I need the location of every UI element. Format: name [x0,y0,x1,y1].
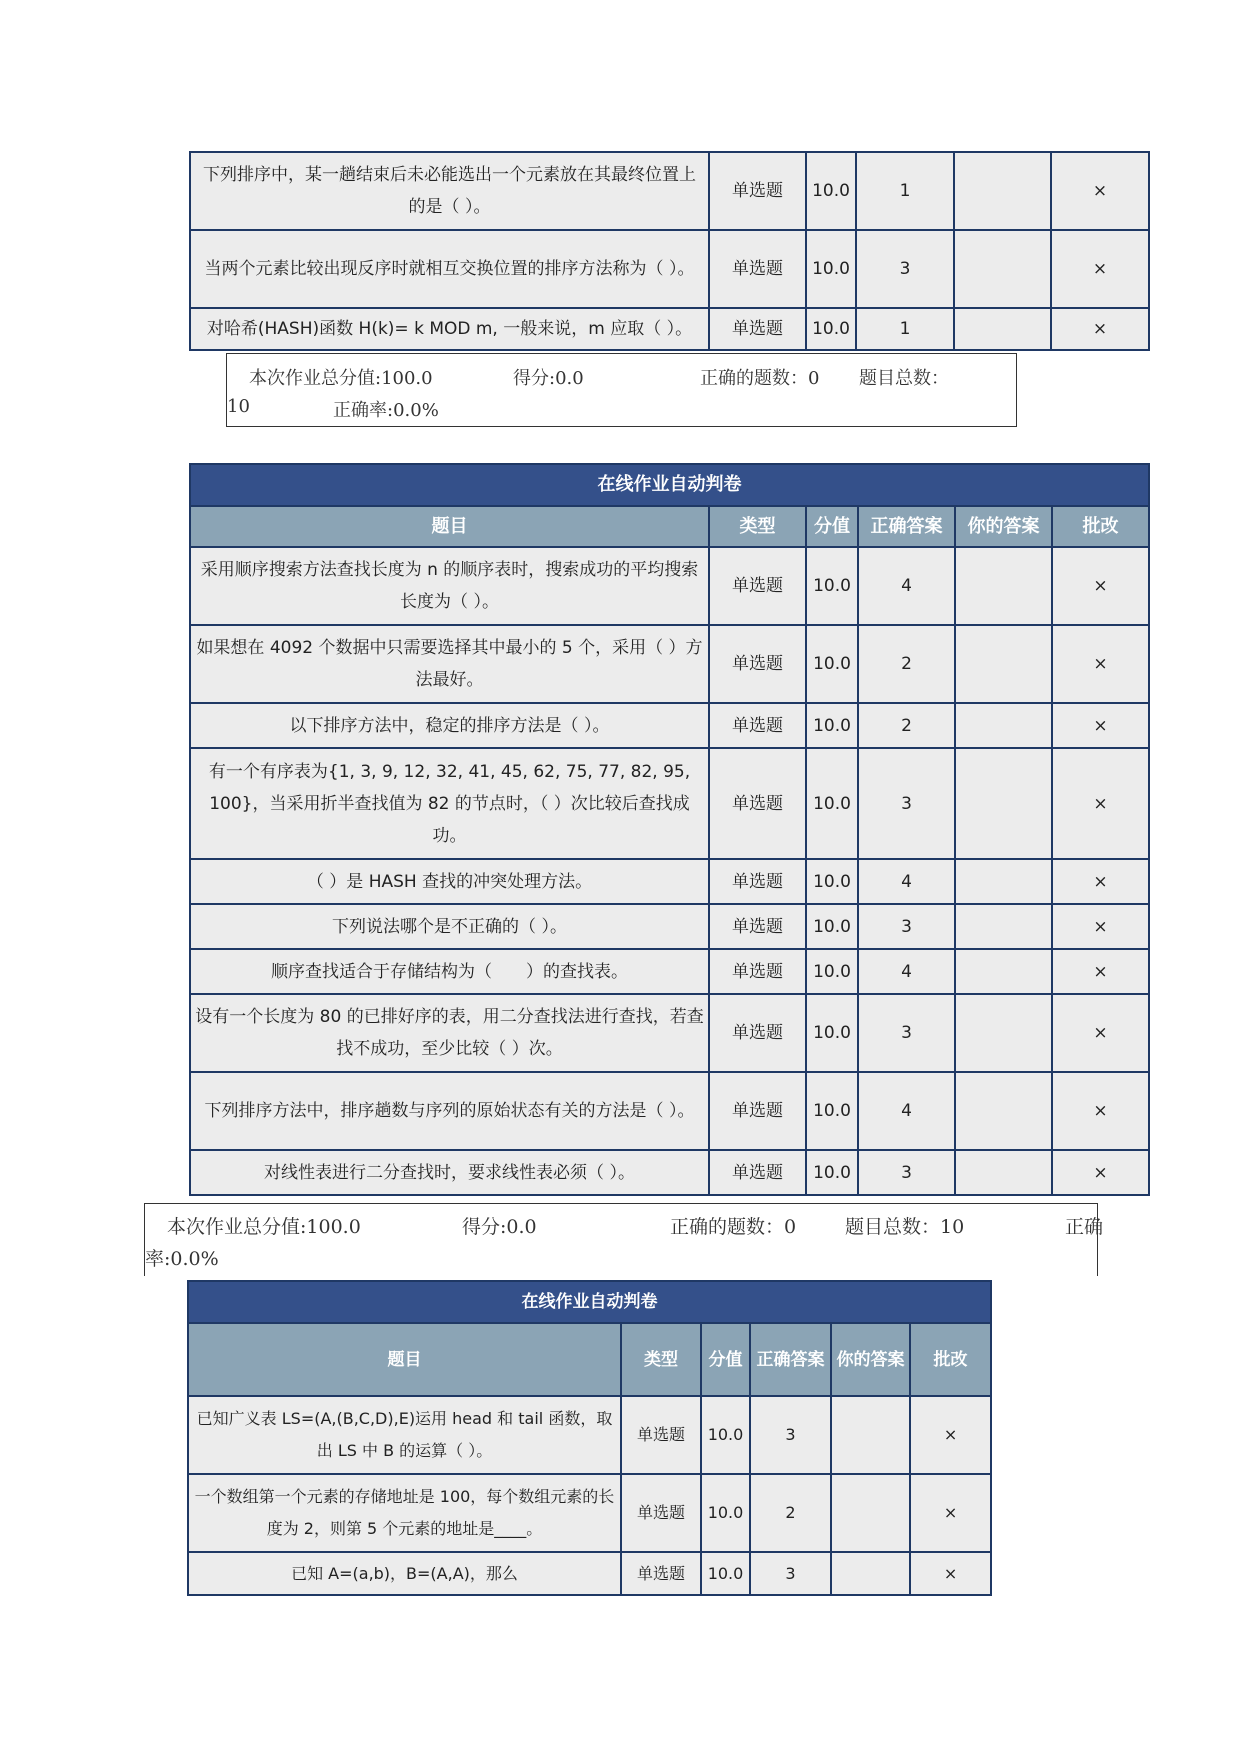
correct-answer-cell: 1 [856,152,954,230]
mark-cell: × [1052,748,1149,859]
mark-cell: × [910,1552,991,1595]
grading-table-3 [187,1280,992,1596]
table-row [190,859,1149,904]
summary-correct-count: 正确的题数：0 [670,1216,797,1238]
type-cell: 单选题 [709,1150,806,1195]
score-cell: 10.0 [806,547,858,625]
type-cell: 单选题 [709,994,806,1072]
mark-cell: × [1052,703,1149,748]
mark-cell: × [1052,994,1149,1072]
summary-count: 题目总数：10 [845,1216,965,1238]
correct-answer-cell: 4 [858,547,955,625]
type-cell: 单选题 [709,1072,806,1150]
summary-box-2 [144,1203,1104,1276]
header-correct-answer: 正确答案 [750,1323,831,1396]
header-type: 类型 [709,506,806,547]
question-cell: 下列排序中，某一趟结束后未必能选出一个元素放在其最终位置上的是（ ）。 [190,152,709,230]
table-row [190,625,1149,703]
type-cell: 单选题 [709,949,806,994]
type-cell: 单选题 [621,1396,701,1474]
type-cell: 单选题 [709,308,806,350]
table-row [190,1072,1149,1150]
question-cell: 已知广义表 LS=(A,(B,C,D),E)运用 head 和 tail 函数，取出 LS 中 B 的运算（ ）。 [188,1396,621,1474]
your-answer-cell [955,904,1052,949]
table-2-title: 在线作业自动判卷 [190,464,1149,506]
your-answer-cell [955,748,1052,859]
correct-answer-cell: 3 [858,1150,955,1195]
table-row [188,1552,991,1595]
question-cell: 设有一个长度为 80 的已排好序的表，用二分查找法进行查找，若查找不成功，至少比较（ ）次。 [190,994,709,1072]
header-question: 题目 [188,1323,621,1396]
question-cell: 采用顺序搜索方法查找长度为 n 的顺序表时，搜索成功的平均搜索长度为（ ）。 [190,547,709,625]
mark-cell: × [1052,547,1149,625]
score-cell: 10.0 [806,1150,858,1195]
question-cell: 一个数组第一个元素的存储地址是 100，每个数组元素的长度为 2，则第 5 个元素的地址是____。 [188,1474,621,1552]
score-cell: 10.0 [806,625,858,703]
table-row [190,152,1149,230]
summary-rate: 正确率:0.0% [333,400,439,421]
summary-score: 得分:0.0 [513,368,584,389]
mark-cell: × [910,1474,991,1552]
type-cell: 单选题 [621,1552,701,1595]
table-row [190,1150,1149,1195]
your-answer-cell [955,703,1052,748]
score-cell: 10.0 [806,994,858,1072]
your-answer-cell [955,859,1052,904]
question-cell: （ ）是 HASH 查找的冲突处理方法。 [190,859,709,904]
summary-rate-part-b: 率:0.0% [145,1248,219,1270]
your-answer-cell [954,230,1051,308]
summary-count-value: 10 [227,396,250,417]
mark-cell: × [1052,1150,1149,1195]
table-row [190,703,1149,748]
question-cell: 已知 A=(a,b)，B=(A,A)，那么 [188,1552,621,1595]
mark-cell: × [1052,949,1149,994]
your-answer-cell [955,1150,1052,1195]
table-3-body [188,1281,991,1595]
score-cell: 10.0 [806,904,858,949]
score-cell: 10.0 [806,748,858,859]
mark-cell: × [1052,625,1149,703]
summary-score: 得分:0.0 [462,1216,537,1238]
header-correct-answer: 正确答案 [858,506,955,547]
summary-total: 本次作业总分值:100.0 [167,1216,361,1238]
header-mark: 批改 [1052,506,1149,547]
correct-answer-cell: 3 [858,904,955,949]
your-answer-cell [955,547,1052,625]
mark-cell: × [1052,859,1149,904]
your-answer-cell [955,625,1052,703]
summary-total: 本次作业总分值:100.0 [249,368,433,389]
header-mark: 批改 [910,1323,991,1396]
table-row [190,547,1149,625]
grading-table-2 [189,463,1150,1196]
correct-answer-cell: 4 [858,949,955,994]
type-cell: 单选题 [621,1474,701,1552]
question-cell: 下列排序方法中，排序趟数与序列的原始状态有关的方法是（ ）。 [190,1072,709,1150]
correct-answer-cell: 1 [856,308,954,350]
type-cell: 单选题 [709,230,806,308]
header-score: 分值 [806,506,858,547]
your-answer-cell [954,308,1051,350]
question-cell: 对哈希(HASH)函数 H(k)= k MOD m, 一般来说，m 应取（ ）。 [190,308,709,350]
mark-cell: × [1051,152,1149,230]
table-row [190,308,1149,350]
correct-answer-cell: 3 [858,994,955,1072]
your-answer-cell [831,1396,910,1474]
header-score: 分值 [701,1323,750,1396]
table-row [188,1396,991,1474]
correct-answer-cell: 4 [858,859,955,904]
summary-box-1 [226,353,1017,427]
score-cell: 10.0 [701,1474,750,1552]
mark-cell: × [1051,308,1149,350]
score-cell: 10.0 [701,1552,750,1595]
your-answer-cell [955,1072,1052,1150]
score-cell: 10.0 [806,308,856,350]
type-cell: 单选题 [709,625,806,703]
correct-answer-cell: 2 [858,703,955,748]
question-cell: 如果想在 4092 个数据中只需要选择其中最小的 5 个，采用（ ）方法最好。 [190,625,709,703]
score-cell: 10.0 [806,859,858,904]
correct-answer-cell: 3 [750,1396,831,1474]
table-row [190,994,1149,1072]
table-row [190,949,1149,994]
correct-answer-cell: 2 [750,1474,831,1552]
score-cell: 10.0 [701,1396,750,1474]
question-cell: 对线性表进行二分查找时，要求线性表必须（ ）。 [190,1150,709,1195]
question-cell: 下列说法哪个是不正确的（ ）。 [190,904,709,949]
summary-count-label: 题目总数： [859,368,949,389]
correct-answer-cell: 3 [750,1552,831,1595]
mark-cell: × [1051,230,1149,308]
your-answer-cell [831,1474,910,1552]
mark-cell: × [910,1396,991,1474]
your-answer-cell [955,994,1052,1072]
table-2-body [190,464,1149,1195]
type-cell: 单选题 [709,703,806,748]
correct-answer-cell: 2 [858,625,955,703]
summary-rate-part-a: 正确 [1065,1216,1104,1238]
table-row [190,904,1149,949]
type-cell: 单选题 [709,859,806,904]
summary-correct-count: 正确的题数：0 [700,368,820,389]
question-cell: 当两个元素比较出现反序时就相互交换位置的排序方法称为（ ）。 [190,230,709,308]
question-cell: 顺序查找适合于存储结构为（ ）的查找表。 [190,949,709,994]
correct-answer-cell: 3 [858,748,955,859]
header-question: 题目 [190,506,709,547]
type-cell: 单选题 [709,152,806,230]
question-cell: 有一个有序表为{1, 3, 9, 12, 32, 41, 45, 62, 75, 77, 82, 95, 100}，当采用折半查找值为 82 的节点时，（ ）次比较后查找成功。 [190,748,709,859]
your-answer-cell [831,1552,910,1595]
table-3-title: 在线作业自动判卷 [188,1281,991,1323]
correct-answer-cell: 4 [858,1072,955,1150]
score-cell: 10.0 [806,230,856,308]
correct-answer-cell: 3 [856,230,954,308]
table-row [190,230,1149,308]
score-cell: 10.0 [806,703,858,748]
type-cell: 单选题 [709,547,806,625]
type-cell: 单选题 [709,748,806,859]
question-cell: 以下排序方法中，稳定的排序方法是（ ）。 [190,703,709,748]
score-cell: 10.0 [806,1072,858,1150]
score-cell: 10.0 [806,152,856,230]
mark-cell: × [1052,904,1149,949]
header-your-answer: 你的答案 [955,506,1052,547]
score-cell: 10.0 [806,949,858,994]
your-answer-cell [954,152,1051,230]
type-cell: 单选题 [709,904,806,949]
header-type: 类型 [621,1323,701,1396]
grading-table-1 [189,151,1150,351]
table-row [190,748,1149,859]
table-row [188,1474,991,1552]
mark-cell: × [1052,1072,1149,1150]
your-answer-cell [955,949,1052,994]
table-1-body [190,152,1149,350]
header-your-answer: 你的答案 [831,1323,910,1396]
